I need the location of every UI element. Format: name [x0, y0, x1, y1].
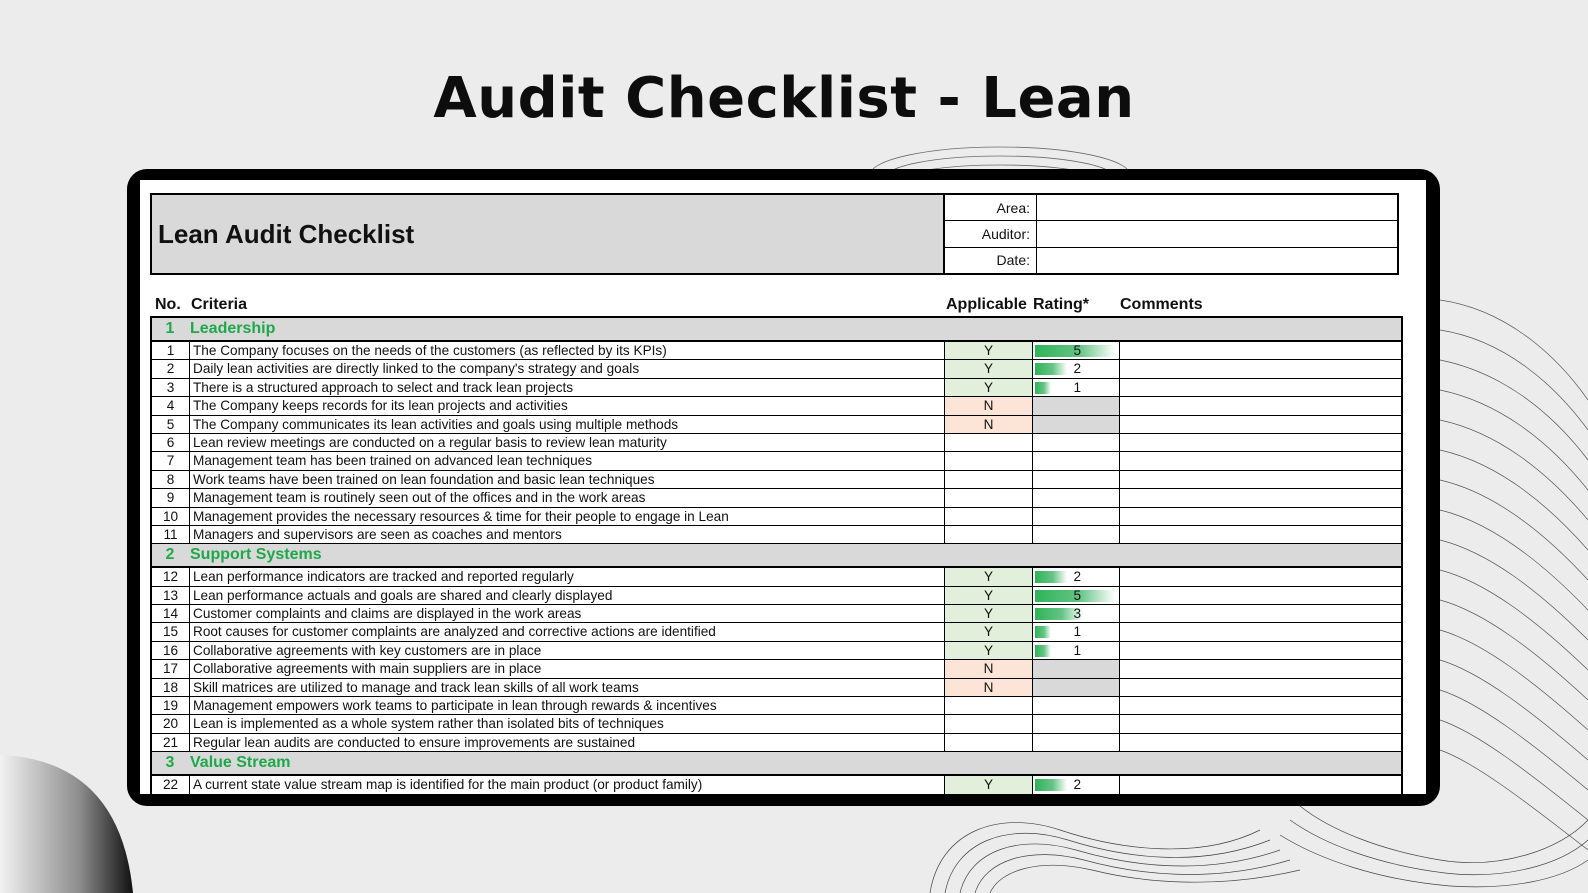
comments-cell[interactable]: [1120, 734, 1401, 751]
comments-cell[interactable]: [1120, 452, 1401, 469]
rating-cell[interactable]: [1033, 489, 1120, 506]
applicable-cell[interactable]: Y: [945, 568, 1033, 585]
header-fields: [945, 195, 1397, 273]
table-row: [152, 416, 1401, 434]
criteria-cell: Management empowers work teams to participate in lean through rewards & incentives: [190, 697, 945, 714]
row-number: 12: [152, 568, 190, 585]
applicable-cell[interactable]: [945, 434, 1033, 451]
rating-value: 1: [1073, 379, 1081, 395]
comments-cell[interactable]: [1120, 623, 1401, 640]
comments-cell[interactable]: [1120, 379, 1401, 396]
table-row: [152, 471, 1401, 489]
rating-cell[interactable]: [1033, 605, 1120, 622]
column-header-rating: Rating*: [1033, 296, 1089, 313]
row-number: 14: [152, 605, 190, 622]
criteria-cell: The Company communicates its lean activities and goals using multiple methods: [190, 416, 945, 433]
rating-cell[interactable]: [1033, 526, 1120, 543]
table-row: [152, 587, 1401, 605]
spreadsheet: [140, 180, 1426, 794]
table-row: [152, 697, 1401, 715]
section-header: [152, 544, 1401, 568]
date-field[interactable]: [1037, 248, 1397, 273]
auditor-label: Auditor:: [945, 221, 1037, 246]
row-number: 7: [152, 452, 190, 469]
table-row: [152, 434, 1401, 452]
rating-bar: [1035, 626, 1051, 638]
applicable-cell[interactable]: [945, 508, 1033, 525]
rating-cell[interactable]: [1033, 715, 1120, 732]
row-number: 3: [152, 379, 190, 396]
rating-cell[interactable]: [1033, 397, 1120, 414]
row-number: 21: [152, 734, 190, 751]
table-row: [152, 342, 1401, 360]
section-name: Value Stream: [190, 754, 291, 772]
rating-cell[interactable]: [1033, 623, 1120, 640]
comments-cell[interactable]: [1120, 526, 1401, 543]
criteria-cell: A current state value stream map is identified for the main product (or product family): [190, 776, 945, 793]
comments-cell[interactable]: [1120, 360, 1401, 377]
comments-cell[interactable]: [1120, 715, 1401, 732]
row-number: 4: [152, 397, 190, 414]
applicable-cell[interactable]: [945, 452, 1033, 469]
rating-cell[interactable]: [1033, 471, 1120, 488]
criteria-cell: Lean performance indicators are tracked and reported regularly: [190, 568, 945, 585]
rating-bar: [1035, 645, 1051, 657]
criteria-cell: Managers and supervisors are seen as coaches and mentors: [190, 526, 945, 543]
section-name: Support Systems: [190, 546, 322, 564]
date-label: Date:: [945, 248, 1037, 273]
rating-value: 1: [1073, 642, 1081, 658]
rating-value: 2: [1073, 777, 1081, 793]
table-row: [152, 642, 1401, 660]
applicable-cell[interactable]: N: [945, 397, 1033, 414]
rating-value: 2: [1073, 361, 1081, 377]
rating-cell[interactable]: [1033, 379, 1120, 396]
comments-cell[interactable]: [1120, 489, 1401, 506]
row-number: 6: [152, 434, 190, 451]
sheet-title: Lean Audit Checklist: [152, 195, 945, 273]
comments-cell[interactable]: [1120, 397, 1401, 414]
column-header-no: No.: [155, 296, 181, 313]
table-row: [152, 397, 1401, 415]
section-number: 3: [165, 754, 175, 772]
table-row: [152, 360, 1401, 378]
criteria-cell: Work teams have been trained on lean foundation and basic lean techniques: [190, 471, 945, 488]
row-number: 18: [152, 679, 190, 696]
comments-cell[interactable]: [1120, 342, 1401, 359]
column-header-comments: Comments: [1120, 296, 1203, 313]
table-row: [152, 679, 1401, 697]
auditor-field[interactable]: [1037, 221, 1397, 246]
rating-cell[interactable]: [1033, 416, 1120, 433]
rating-value: 5: [1073, 343, 1081, 358]
row-number: 17: [152, 660, 190, 677]
applicable-cell[interactable]: Y: [945, 623, 1033, 640]
applicable-cell[interactable]: [945, 526, 1033, 543]
auditor-row: [945, 221, 1397, 247]
table-row: [152, 508, 1401, 526]
column-header-criteria: Criteria: [191, 296, 248, 313]
rating-cell[interactable]: [1033, 660, 1120, 677]
row-number: 1: [152, 342, 190, 359]
criteria-cell: Root causes for customer complaints are analyzed and corrective actions are identified: [190, 623, 945, 640]
applicable-cell[interactable]: Y: [945, 342, 1033, 359]
criteria-cell: Management provides the necessary resources & time for their people to engage in Lean: [190, 508, 945, 525]
rating-cell[interactable]: [1033, 360, 1120, 377]
applicable-cell[interactable]: N: [945, 416, 1033, 433]
criteria-cell: There is a structured approach to select and track lean projects: [190, 379, 945, 396]
row-number: 9: [152, 489, 190, 506]
applicable-cell[interactable]: [945, 697, 1033, 714]
row-number: 13: [152, 587, 190, 604]
applicable-cell[interactable]: [945, 489, 1033, 506]
applicable-cell[interactable]: Y: [945, 642, 1033, 659]
rating-bar: [1035, 779, 1067, 791]
applicable-cell[interactable]: Y: [945, 587, 1033, 604]
area-label: Area:: [945, 195, 1037, 220]
row-number: 8: [152, 471, 190, 488]
criteria-cell: Skill matrices are utilized to manage and track lean skills of all work teams: [190, 679, 945, 696]
table-row: [152, 379, 1401, 397]
applicable-cell[interactable]: N: [945, 679, 1033, 696]
comments-cell[interactable]: [1120, 776, 1401, 793]
comments-cell[interactable]: [1120, 471, 1401, 488]
applicable-cell[interactable]: [945, 715, 1033, 732]
rating-cell[interactable]: [1033, 568, 1120, 585]
comments-cell[interactable]: [1120, 587, 1401, 604]
row-number: 11: [152, 526, 190, 543]
criteria-cell: The Company keeps records for its lean projects and activities: [190, 397, 945, 414]
rating-cell[interactable]: [1033, 452, 1120, 469]
comments-cell[interactable]: [1120, 605, 1401, 622]
comments-cell[interactable]: [1120, 679, 1401, 696]
row-number: 22: [152, 776, 190, 793]
row-number: 10: [152, 508, 190, 525]
page-title: Audit Checklist - Lean: [433, 66, 1135, 131]
comments-cell[interactable]: [1120, 416, 1401, 433]
applicable-cell[interactable]: Y: [945, 360, 1033, 377]
row-number: 20: [152, 715, 190, 732]
section-number: 2: [165, 546, 175, 564]
rating-bar: [1035, 382, 1051, 394]
comments-cell[interactable]: [1120, 508, 1401, 525]
rating-cell[interactable]: [1033, 587, 1120, 604]
criteria-cell: Collaborative agreements with key customers are in place: [190, 642, 945, 659]
criteria-cell: Customer complaints and claims are displayed in the work areas: [190, 605, 945, 622]
table-row: [152, 623, 1401, 641]
rating-bar: [1035, 363, 1067, 375]
row-number: 2: [152, 360, 190, 377]
criteria-cell: Management team has been trained on advanced lean techniques: [190, 452, 945, 469]
table-row: [152, 526, 1401, 544]
rating-bar: [1035, 571, 1067, 583]
section-header: [152, 752, 1401, 776]
rating-cell[interactable]: [1033, 434, 1120, 451]
comments-cell[interactable]: [1120, 660, 1401, 677]
criteria-cell: Daily lean activities are directly linked to the company's strategy and goals: [190, 360, 945, 377]
rating-cell[interactable]: [1033, 697, 1120, 714]
criteria-cell: Lean is implemented as a whole system rather than isolated bits of techniques: [190, 715, 945, 732]
rating-cell[interactable]: [1033, 342, 1120, 359]
rating-cell[interactable]: [1033, 642, 1120, 659]
rating-value: 5: [1073, 587, 1081, 603]
comments-cell[interactable]: [1120, 642, 1401, 659]
table-row: [152, 568, 1401, 586]
applicable-cell[interactable]: N: [945, 660, 1033, 677]
column-header-applicable: Applicable: [946, 296, 1027, 313]
comments-cell[interactable]: [1120, 697, 1401, 714]
applicable-cell[interactable]: Y: [945, 605, 1033, 622]
row-number: 16: [152, 642, 190, 659]
checklist-table: [150, 316, 1403, 794]
area-row: [945, 195, 1397, 221]
criteria-cell: Lean review meetings are conducted on a regular basis to review lean maturity: [190, 434, 945, 451]
criteria-cell: The Company focuses on the needs of the customers (as reflected by its KPIs): [190, 342, 945, 359]
table-row: [152, 605, 1401, 623]
table-row: [152, 734, 1401, 752]
rating-value: 2: [1073, 569, 1081, 585]
rating-cell[interactable]: [1033, 734, 1120, 751]
applicable-cell[interactable]: Y: [945, 776, 1033, 793]
date-row: [945, 248, 1397, 273]
applicable-cell[interactable]: [945, 471, 1033, 488]
section-name: Leadership: [190, 320, 276, 337]
comments-cell[interactable]: [1120, 568, 1401, 585]
rating-value: 3: [1073, 606, 1081, 622]
row-number: 19: [152, 697, 190, 714]
applicable-cell[interactable]: [945, 734, 1033, 751]
table-row: [152, 776, 1401, 794]
rating-cell[interactable]: [1033, 508, 1120, 525]
criteria-cell: Collaborative agreements with main suppliers are in place: [190, 660, 945, 677]
sheet-header: [150, 193, 1399, 275]
table-row: [152, 452, 1401, 470]
table-row: [152, 660, 1401, 678]
table-row: [152, 715, 1401, 733]
table-row: [152, 489, 1401, 507]
criteria-cell: Lean performance actuals and goals are shared and clearly displayed: [190, 587, 945, 604]
comments-cell[interactable]: [1120, 434, 1401, 451]
criteria-cell: Regular lean audits are conducted to ensure improvements are sustained: [190, 734, 945, 751]
section-header: [152, 318, 1401, 342]
row-number: 15: [152, 623, 190, 640]
criteria-cell: Management team is routinely seen out of the offices and in the work areas: [190, 489, 945, 506]
rating-cell[interactable]: [1033, 679, 1120, 696]
row-number: 5: [152, 416, 190, 433]
rating-value: 1: [1073, 624, 1081, 640]
section-number: 1: [165, 320, 175, 337]
applicable-cell[interactable]: Y: [945, 379, 1033, 396]
rating-cell[interactable]: [1033, 776, 1120, 793]
area-field[interactable]: [1037, 195, 1397, 220]
